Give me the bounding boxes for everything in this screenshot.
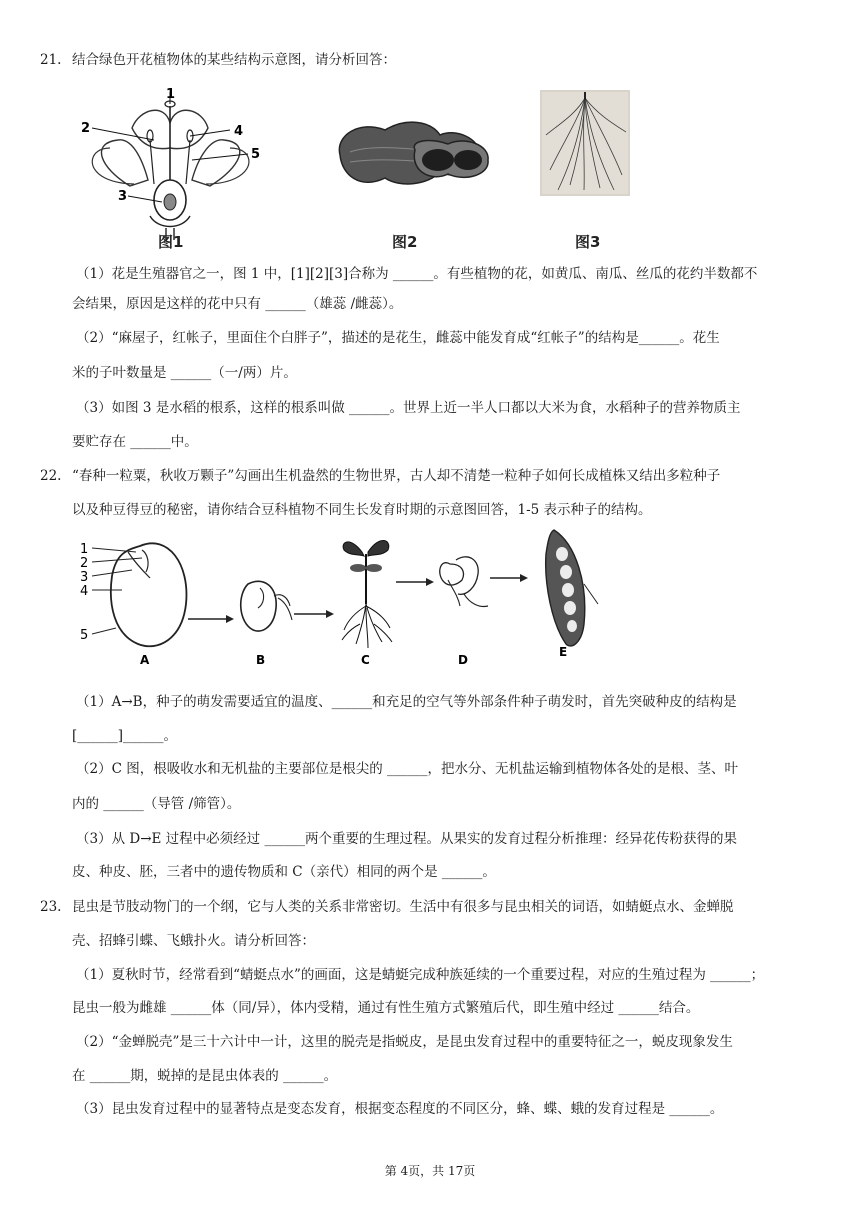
stage-label-b: B: [256, 653, 266, 666]
question-line: 昆虫一般为雌雄 ______体（同/异），体内受精，通过有性生殖方式繁殖后代，即生殖中经过 ______结合。: [72, 1000, 700, 1016]
fig1-label-3: 3: [118, 189, 128, 204]
peanut-image: [330, 100, 500, 200]
question-line: （1）夏秋时节，经常看到“蜻蜓点水”的画面，这是蜻蜓完成种族延续的一个重要过程，对应的生殖过程为 ______；: [76, 967, 765, 983]
seed-label-4: 4: [80, 584, 89, 599]
question-stem: 结合绿色开花植物体的某些结构示意图，请分析回答：: [72, 52, 396, 68]
stage-label-e: E: [559, 645, 568, 659]
seed-label-5: 5: [80, 628, 89, 643]
question-stem: 昆虫是节肢动物门的一个纲，它与人类的关系非常密切。生活中有很多与昆虫相关的词语，如蜻蜓点水、金蝉脱: [72, 899, 734, 915]
root-system-image: [540, 90, 630, 196]
question-line: 要贮存在 ______中。: [72, 434, 198, 450]
fig1-label-5: 5: [251, 147, 261, 162]
question-line: 内的 ______（导管 /筛管）。: [72, 796, 241, 812]
question-stem: 壳、招蜂引蝶、飞蛾扑火。请分析回答：: [72, 933, 315, 949]
question-number: 22.: [40, 468, 62, 484]
flower-diagram: [70, 88, 280, 254]
question-line: [______]______。: [72, 728, 178, 744]
question-stem: 以及种豆得豆的秘密，请你结合豆科植物不同生长发育时期的示意图回答，1-5 表示种子的结构。: [72, 502, 652, 518]
question-line: （1）A→B，种子的萌发需要适宜的温度、______和充足的空气等外部条件种子萌发时，首先突破种皮的结构是: [76, 694, 737, 710]
fig1-label-2: 2: [81, 121, 91, 136]
question-line: （3）从 D→E 过程中必须经过 ______两个重要的生理过程。从果实的发育过程分析推理：经异花传粉获得的果: [76, 831, 737, 847]
question-line: 在 ______期，蜕掉的是昆虫体表的 ______。: [72, 1068, 338, 1084]
question-line: （2）C 图，根吸收水和无机盐的主要部位是根尖的 ______，把水分、无机盐运输到植物体各处的是根、茎、叶: [76, 761, 738, 777]
stage-label-a: A: [140, 653, 150, 666]
figure-caption: 图3: [575, 233, 601, 251]
question-line: 会结果，原因是这样的花中只有 ______（雄蕊 /雌蕊）。: [72, 296, 403, 312]
question-line: 米的子叶数量是 ______（一/两）片。: [72, 365, 297, 381]
question-number: 21.: [40, 52, 62, 68]
question-line: 皮、种皮、胚，三者中的遗传物质和 C（亲代）相同的两个是 ______。: [72, 864, 496, 880]
seed-label-3: 3: [80, 570, 89, 585]
question-stem: “春种一粒粟，秋收万颗子”勾画出生机盎然的生物世界，古人却不清楚一粒种子如何长成植株又结出多粒种子: [72, 468, 721, 484]
stage-label-c: C: [361, 653, 370, 666]
fig1-label-4: 4: [234, 124, 244, 139]
question-line: （2）“麻屋子，红帐子，里面住个白胖子”，描述的是花生，雌蕊中能发育成“红帐子”的结构是______。花生: [76, 330, 720, 346]
figure-caption: 图2: [392, 233, 418, 251]
question-line: （1）花是生殖器官之一，图 1 中，[1][2][3]合称为 ______。有些植物的花，如黄瓜、南瓜、丝瓜的花约半数都不: [76, 266, 758, 282]
page-footer: 第 4页，共 17页: [384, 1164, 476, 1178]
stage-label-d: D: [458, 653, 468, 666]
question-number: 23.: [40, 899, 62, 915]
seed-label-2: 2: [80, 556, 89, 571]
seed-label-1: 1: [80, 542, 89, 557]
figure-caption: 图1: [158, 233, 184, 251]
fig1-label-1: 1: [166, 88, 176, 102]
question-line: （3）如图 3 是水稻的根系，这样的根系叫做 ______。世界上近一半人口都以大米为食，水稻种子的营养物质主: [76, 400, 741, 416]
question-line: （3）昆虫发育过程中的显著特点是变态发育，根据变态程度的不同区分，蜂、蝶、蛾的发育过程是 ______。: [76, 1101, 724, 1117]
bean-development-diagram: [78, 524, 618, 666]
question-line: （2）“金蝉脱壳”是三十六计中一计，这里的脱壳是指蜕皮，是昆虫发育过程中的重要特征之一，蜕皮现象发生: [76, 1034, 733, 1050]
